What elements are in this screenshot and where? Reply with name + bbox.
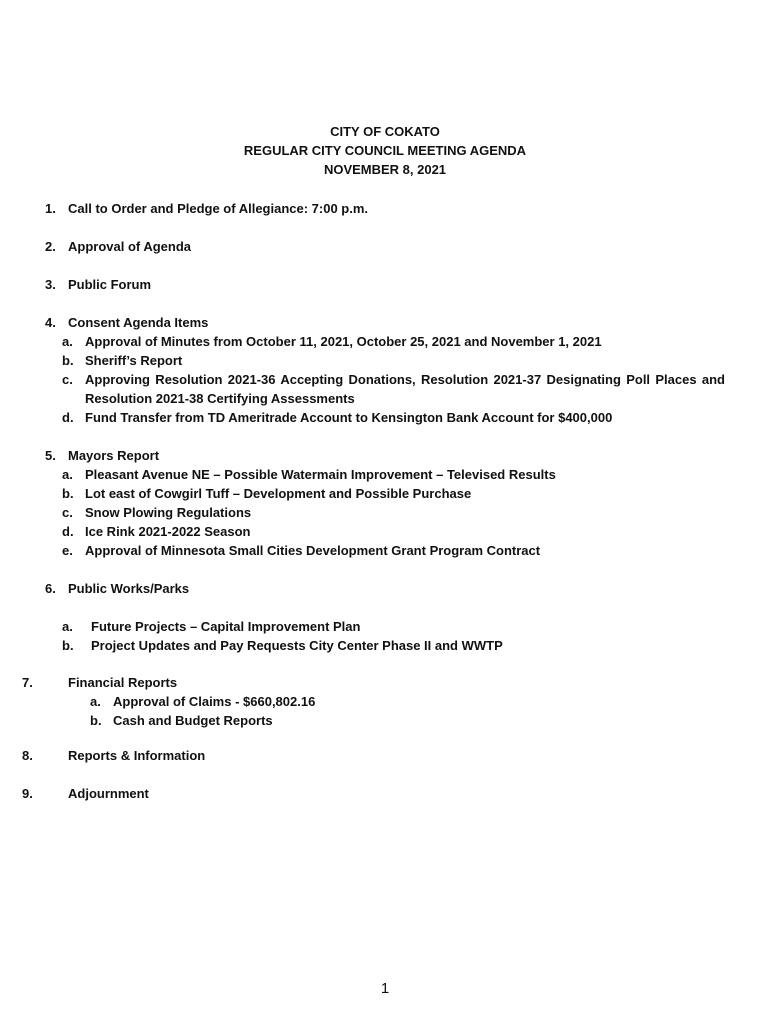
- agenda-header: [0, 122, 770, 179]
- city-name: CITY OF COKATO: [330, 124, 440, 139]
- meeting-title: REGULAR CITY COUNCIL MEETING AGENDA: [243, 143, 527, 158]
- page-number: 1: [380, 980, 390, 997]
- agenda-subitem-continuation: Resolution 2021-38 Certifying Assessments: [85, 391, 355, 406]
- meeting-date: NOVEMBER 8, 2021: [323, 162, 447, 177]
